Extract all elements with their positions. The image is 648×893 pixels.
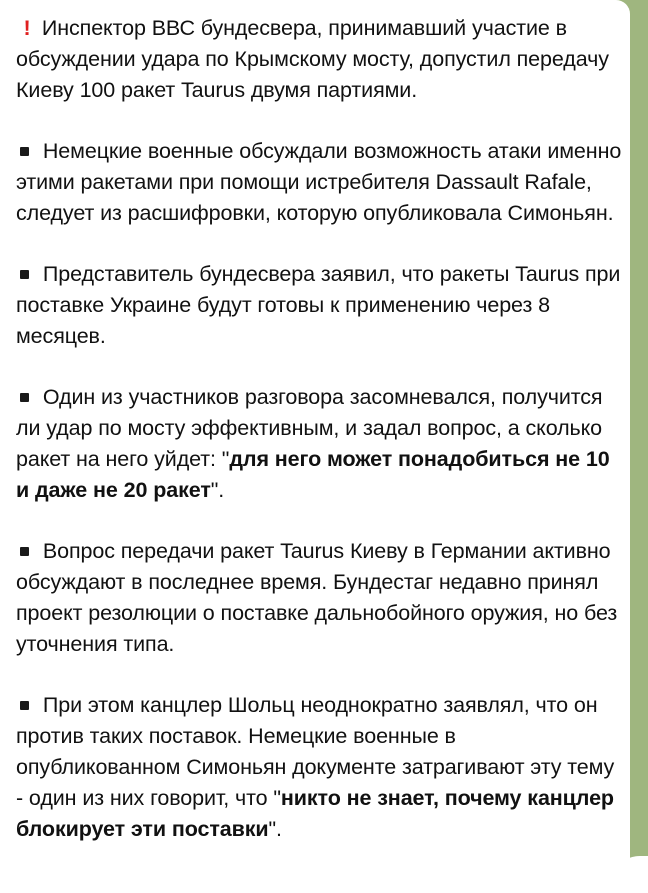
paragraph-text: Один из участников разговора засомневался, получится ли удар по мосту эффективным, и задал вопрос, а сколько ракет на него уйдет: " [16, 385, 603, 471]
bold-quote: для него может понадобиться не 10 и даже не 20 ракет [16, 447, 610, 502]
black-square-bullet-icon [20, 270, 29, 279]
paragraph-text-end: ". [268, 817, 282, 841]
black-square-bullet-icon [20, 393, 29, 402]
black-square-bullet-icon [20, 701, 29, 710]
paragraph-text: При этом канцлер Шольц неоднократно заявлял, что он против таких поставок. Немецкие военные в опубликованном Симоньян документе затрагивают эту тему - один из них говорит, что " [16, 693, 615, 810]
red-exclamation-icon: ! [23, 16, 31, 40]
message-paragraph-3 [16, 259, 622, 352]
bold-quote: никто не знает, почему канцлер блокирует эти поставки [16, 786, 614, 841]
paragraph-text: Представитель бундесвера заявил, что ракеты Taurus при поставке Украине будут готовы к применению через 8 месяцев. [16, 262, 621, 348]
black-square-bullet-icon [20, 547, 29, 556]
message-paragraph-1 [16, 13, 622, 106]
message-paragraph-2 [16, 136, 622, 229]
message-paragraph-6 [16, 690, 622, 845]
paragraph-text: Немецкие военные обсуждали возможность атаки именно этими ракетами при помощи истребителя Dassault Rafale, следует из расшифровки, которую опубликовала Симоньян. [16, 139, 622, 225]
paragraph-text: Вопрос передачи ракет Taurus Киеву в Германии активно обсуждают в последнее время. Бундестаг недавно принял проект резолюции о поставке дальнобойного оружия, но без уточнения типа. [16, 539, 618, 656]
paragraph-text-end: ". [210, 478, 225, 502]
black-square-bullet-icon [20, 147, 29, 156]
message-paragraph-4 [16, 382, 622, 506]
paragraph-text: Инспектор ВВС бундесвера, принимавший участие в обсуждении удара по Крымскому мосту, допустил передачу Киеву 100 ракет Taurus двумя партиями. [16, 16, 609, 102]
message-paragraph-5 [16, 536, 622, 660]
